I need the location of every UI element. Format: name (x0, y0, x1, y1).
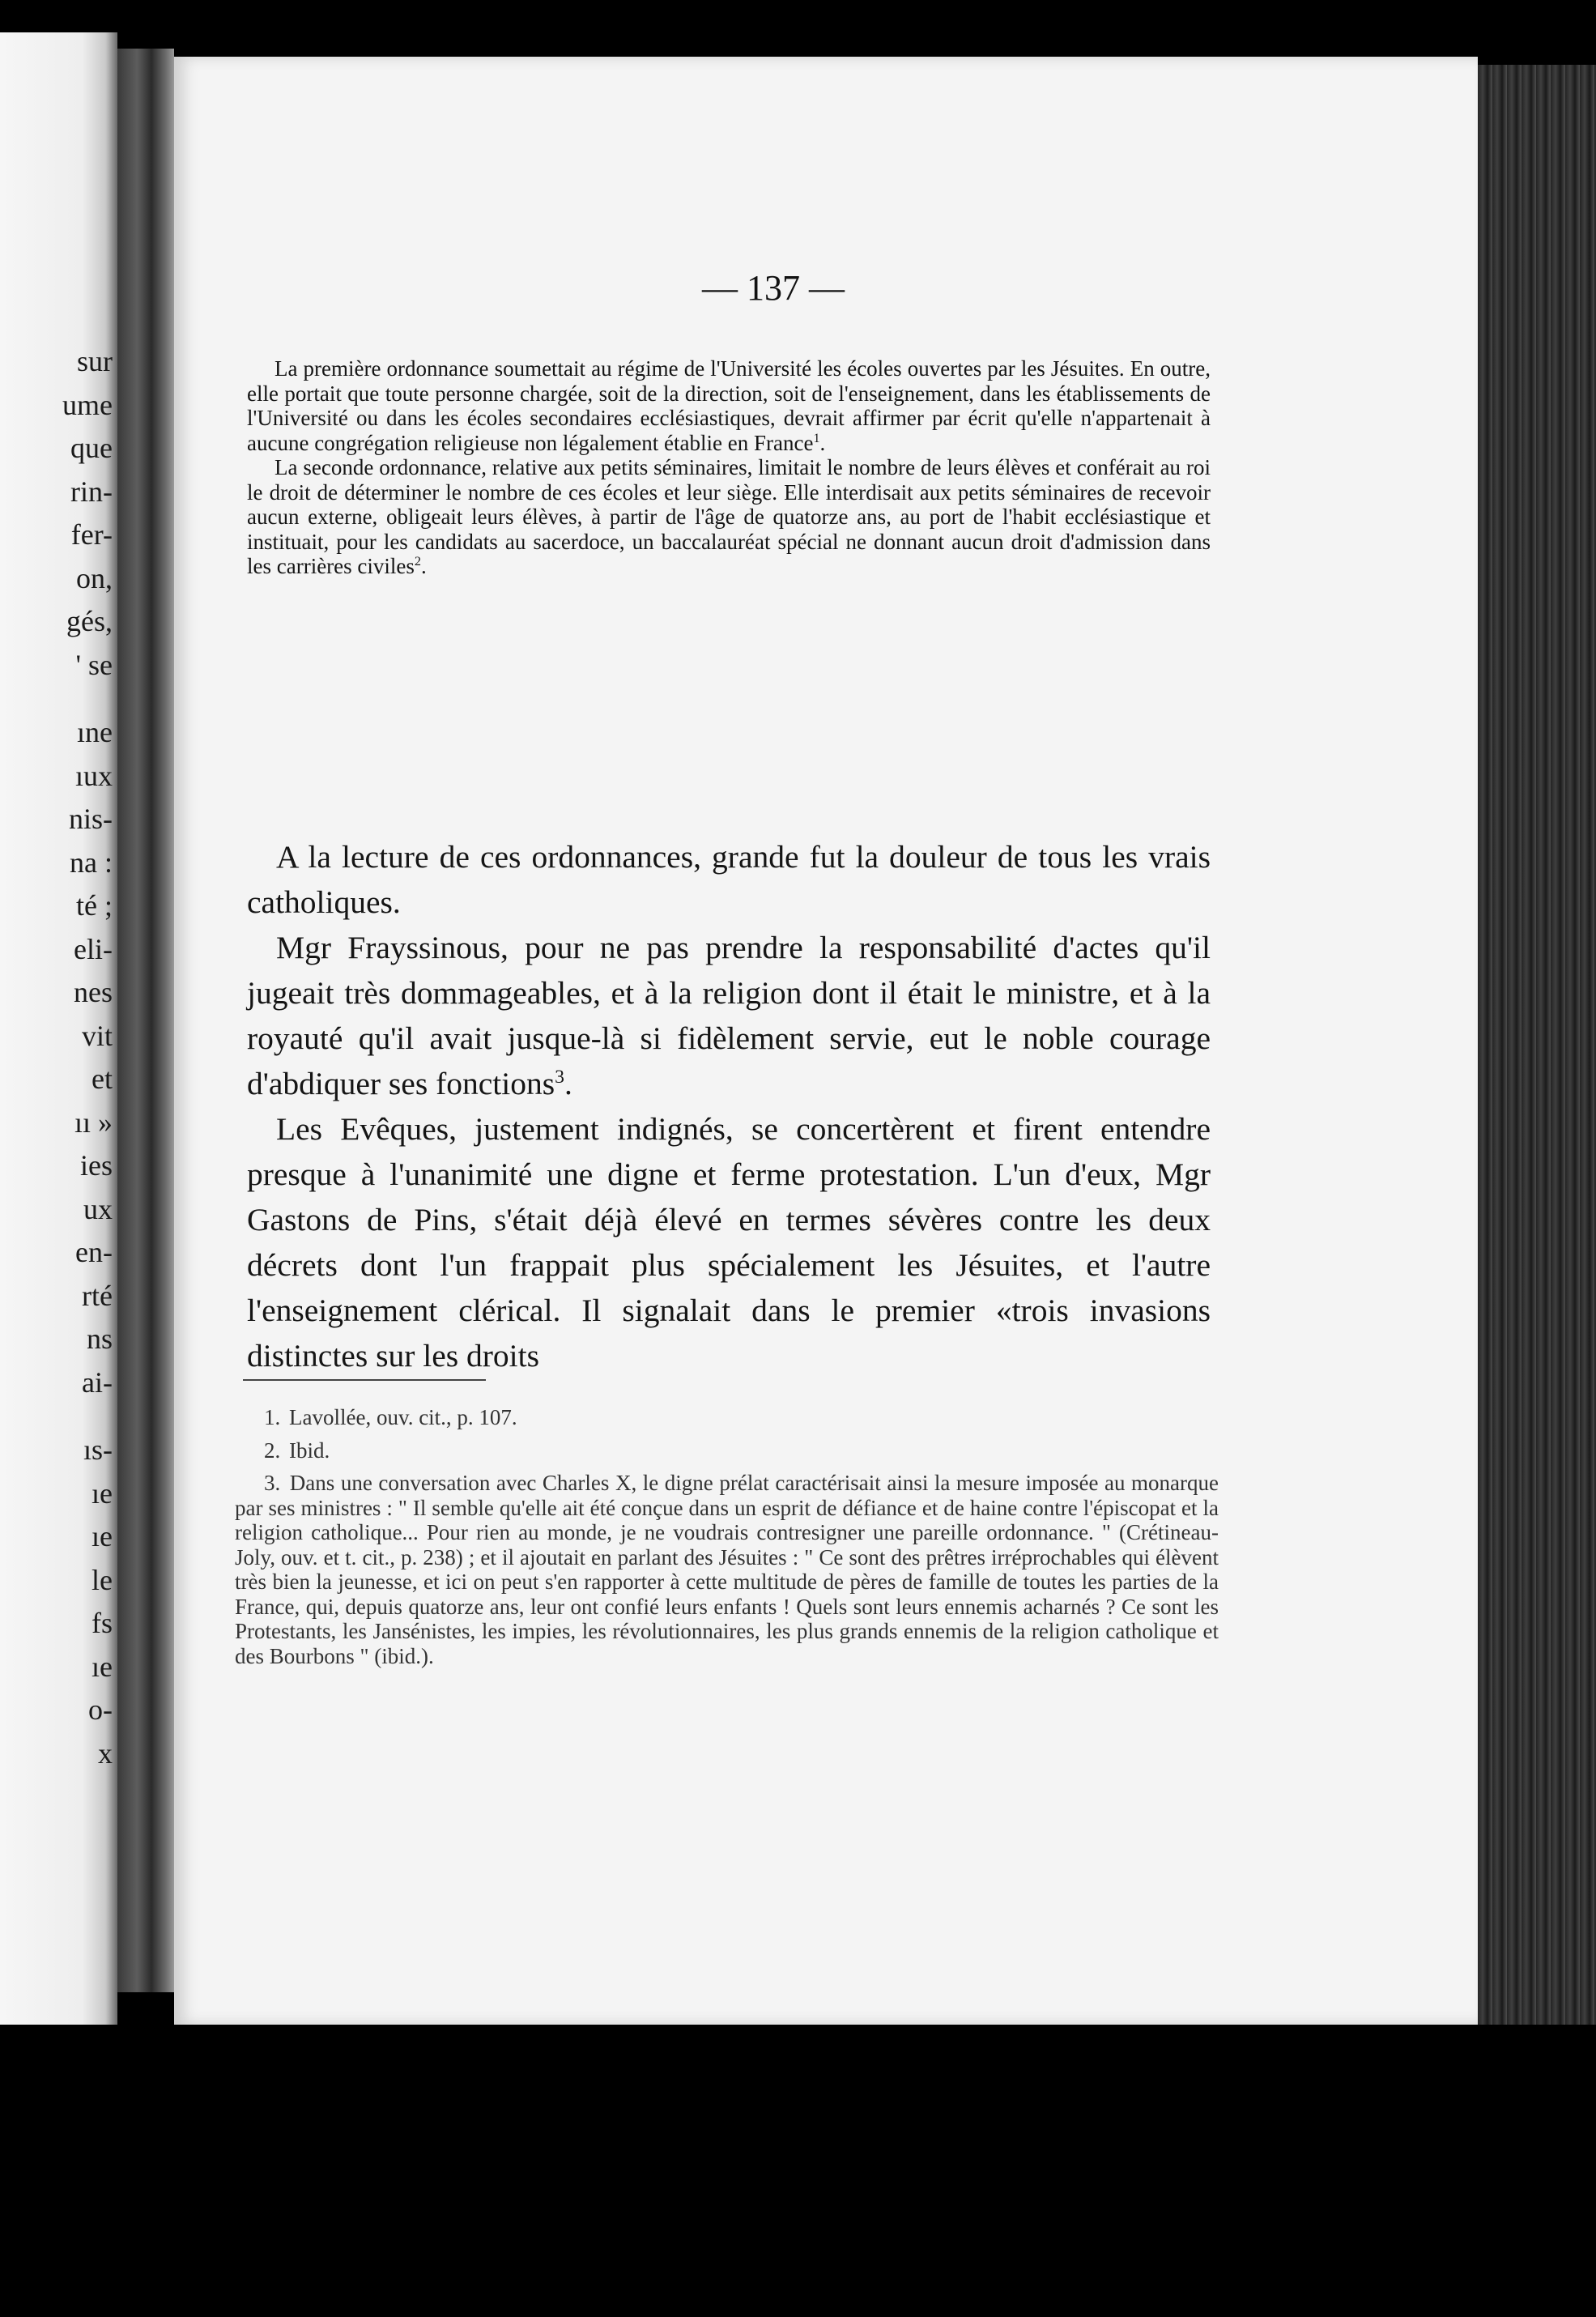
body-text (247, 834, 1211, 1378)
body-paragraph: A la lecture de ces ordonnances, grande fut la douleur de tous les vrais catholiques. (247, 839, 1211, 920)
facing-page-fragment: nes (74, 976, 113, 1008)
facing-page-fragment: et (92, 1063, 113, 1095)
facing-page-fragment: ıı » (74, 1105, 113, 1139)
facing-page-fragment: nis- (69, 803, 113, 835)
facing-page-fragment: fer- (70, 518, 113, 551)
facing-page-fragment: eli- (74, 932, 113, 965)
facing-page-fragment: ıe (92, 1520, 113, 1552)
body-paragraph: Mgr Frayssinous, pour ne pas prendre la responsabilité d'actes qu'il jugeait très dommageables, et à la religion dont il était le ministre, et à la royauté qu'il avait jusque-là si fidèlement servie, eut le noble courage d'abdiquer ses fonctions$^3$. (247, 930, 1211, 1101)
facing-page-fragment: sur (77, 345, 113, 377)
facing-page-fragment: ıe (92, 1650, 113, 1683)
footnote-ref: 1 (813, 430, 820, 445)
facing-page-fragment: ıne (77, 716, 113, 748)
footnote-item: 2. Ibid. (264, 1437, 330, 1463)
book-gutter (117, 49, 174, 1992)
facing-page-fragment: ai- (82, 1365, 113, 1399)
facing-page-fragment: que (70, 432, 113, 464)
facing-page-fragment: ns (86, 1322, 113, 1355)
footnote-rule (243, 1379, 486, 1381)
facing-page-fragment: x (98, 1736, 113, 1770)
footnote-ref: 2 (414, 554, 421, 569)
facing-page-fragment: ies (80, 1149, 113, 1182)
facing-page-fragment: ux (83, 1192, 113, 1225)
facing-page-fragment: rté (82, 1279, 113, 1312)
facing-page-fragment: o- (88, 1693, 113, 1726)
footnote-ref: 3 (555, 1066, 564, 1088)
facing-page-fragment: ' se (75, 648, 113, 681)
facing-page-fragment: en- (75, 1236, 113, 1268)
quoted-ordinances (247, 356, 1211, 579)
facing-page-fragment: ıs- (83, 1433, 113, 1466)
page-number: — 137 — (702, 268, 845, 308)
facing-page-fragment: gés, (66, 605, 113, 637)
footnote-item: 1. Lavollée, ouv. cit., p. 107. (264, 1405, 517, 1429)
facing-page-fragment: fs (92, 1607, 113, 1639)
quote-paragraph: La seconde ordonnance, relative aux petits séminaires, limitait le nombre de leurs élèves et conférait au roi le droit de déterminer le nombre de ces écoles et leur siège. Elle interdisait aux petits séminaires de recevoir aucun externe, obligeait leurs élèves, à partir de l'âge de quatorze ans, au port de l'habit ecclésiastique et instituait, pour les candidats au sacerdoce, un baccalauréat spécial ne donnant aucun droit d'admission dans les carrières civiles$^2$. (247, 455, 1211, 578)
footnote-item: 3. Dans une conversation avec Charles X, le digne prélat caractérisait ainsi la mesure imposée au monarque par ses ministres : " Il semble qu'elle ait été conçue dans un esprit de défiance et de haine contre l'épiscopat et la religion catholique... Pour rien au monde, je ne voudrais contresigner une pareille ordonnance. " (Crétineau-Joly, ouv. et t. cit., p. 238) ; et il ajoutait en parlant des Jésuites : " Ce sont des prêtres irréprochables qui élèvent très bien la jeunesse, et ici on peut s'en rapporter à cette multitude de pères de famille de toutes les parties de la France, qui, depuis quatorze ans, leur ont confié leurs enfants ! Quels sont leurs ennemis acharnés ? Ce sont les Protestants, les Jansénistes, les impies, les révolutionnaires, les plus grands ennemis de la religion catholique et des Bourbons " (ibid.). (235, 1471, 1219, 1668)
quote-paragraph: La première ordonnance soumettait au régime de l'Université les écoles ouvertes par les Jésuites. En outre, elle portait que toute personne chargée, soit de la direction, soit de l'enseignement, dans les établissements de l'Université ou dans les écoles secondaires ecclésiastiques, devrait affirmer par écrit qu'elle n'appartenait à aucune congrégation religieuse non légalement établie en France$^1$. (247, 356, 1211, 455)
body-paragraph: Les Evêques, justement indignés, se concertèrent et firent entendre presque à l'unanimité une digne et ferme protestation. L'un d'eux, Mgr Gastons de Pins, s'était déjà élevé en termes sévères contre les deux décrets dont l'un frappait plus spécialement les Jésuites, et l'autre l'enseignement clérical. Il signalait dans le premier «trois invasions distinctes sur les droits (247, 1111, 1211, 1374)
facing-page-fragment: vit (81, 1019, 113, 1052)
facing-page-fragment: na : (70, 845, 113, 879)
facing-page-edge (0, 32, 117, 2041)
footnotes (235, 1405, 1219, 1676)
facing-page-fragment: le (92, 1563, 113, 1596)
page-stack-edge (1478, 65, 1596, 2268)
facing-page-fragment: ıux (74, 759, 113, 792)
facing-page-fragment: rin- (70, 475, 113, 508)
facing-page-fragment: ume (62, 388, 113, 421)
facing-page-fragment: ıe (92, 1476, 113, 1510)
scan-background (0, 2025, 1596, 2317)
facing-page-fragment: té ; (76, 889, 113, 922)
facing-page-fragment: on, (76, 561, 113, 594)
